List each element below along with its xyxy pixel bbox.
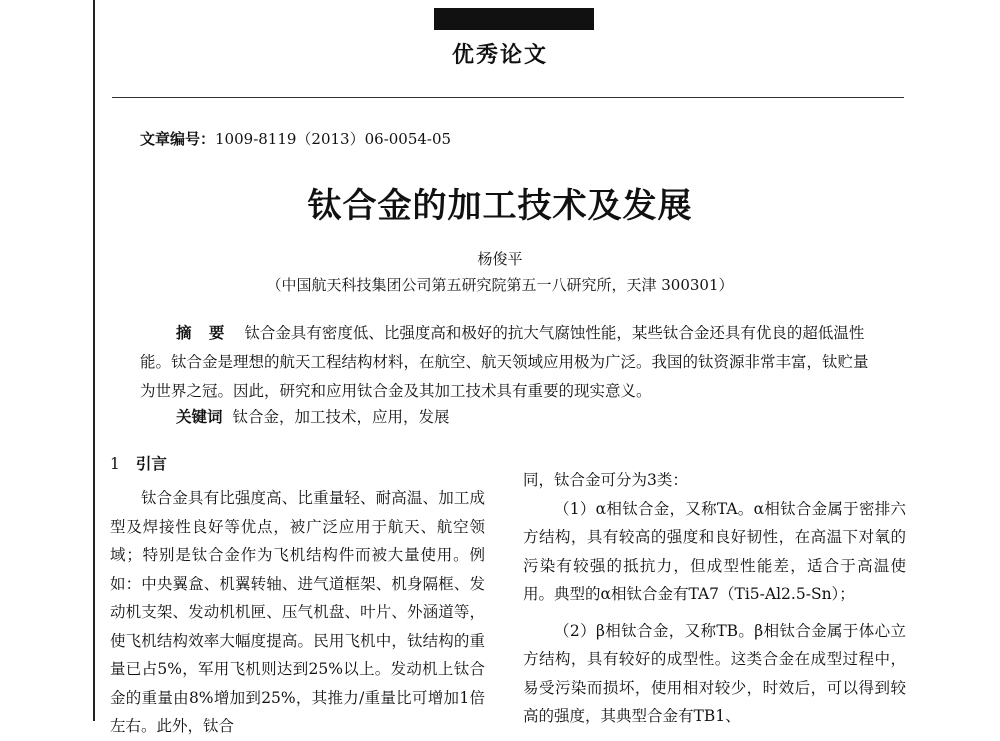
paper-title: 钛合金的加工技术及发展 (307, 186, 693, 226)
right-column (523, 466, 906, 731)
margin-rule (93, 0, 95, 721)
keywords (176, 405, 450, 427)
keywords-text: 钛合金，加工技术，应用，发展 (232, 408, 450, 426)
body-paragraph-item2: （2）β相钛合金，又称TB。β相钛合金属于体心立方结构，具有较好的成型性。这类合金在成型过程中，易受污染而损坏，使用相对较少，时效后，可以得到较高的强度，其典型合金有TB1、 (523, 621, 906, 725)
left-column (110, 484, 485, 741)
header-divider (112, 97, 904, 98)
article-number-label: 文章编号： (140, 130, 216, 148)
paper-affiliation: （中国航天科技集团公司第五研究院第五一八研究所，天津 300301） (266, 276, 734, 294)
abstract-label: 摘 要 (176, 323, 231, 342)
article-number-value: 1009-8119（2013）06-0054-05 (215, 130, 452, 148)
section-number: 1 (110, 455, 120, 473)
header-bar (434, 8, 594, 30)
section-title: 引言 (135, 454, 167, 473)
section-label: 优秀论文 (451, 42, 548, 68)
paper-author: 杨俊平 (477, 250, 523, 268)
abstract (140, 318, 880, 406)
body-paragraph-item1: （1）α相钛合金，又称TA。α相钛合金属于密排六方结构，具有较高的强度和良好韧性，在高温下对氧的污染有较强的抵抗力，但成型性能差，适合于高温使用。典型的α相钛合金有TA7（Ti5-Al2.5-Sn）； (523, 499, 906, 603)
abstract-text: 钛合金具有密度低、比强度高和极好的抗大气腐蚀性能，某些钛合金还具有优良的超低温性能。钛合金是理想的航天工程结构材料，在航空、航天领域应用极为广泛。我国的钛资源非常丰富，钛贮量为世界之冠。因此，研究和应用钛合金及其加工技术具有重要的现实意义。 (140, 324, 869, 400)
keywords-label: 关键词 (176, 407, 223, 426)
section-heading (110, 452, 167, 474)
article-number (140, 128, 451, 149)
body-paragraph: 钛合金具有比强度高、比重量轻、耐高温、加工成型及焊接性良好等优点，被广泛应用于航天、航空领域；特别是钛合金作为飞机结构件而被大量使用。例如：中央翼盒、机翼转轴、进气道框架、机身隔框、发动机支架、发动机机匣、压气机盘、叶片、外涵道等，使飞机结构效率大幅度提高。民用飞机中，钛结构的重量已占5%，军用飞机则达到25%以上。发动机上钛合金的重量由8%增加到25%，其推力/重量比可增加1倍左右。此外，钛合 (110, 489, 485, 735)
body-paragraph-intro: 同，钛合金可分为3类： (523, 471, 688, 489)
